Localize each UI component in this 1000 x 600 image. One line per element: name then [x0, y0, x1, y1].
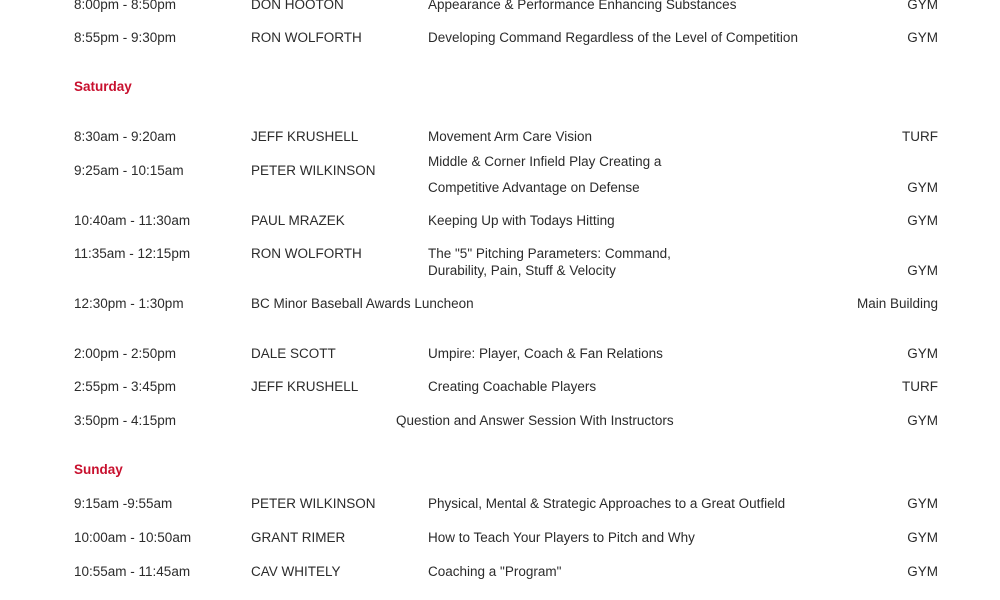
session-topic: Keeping Up with Todays Hitting: [428, 213, 615, 228]
schedule-row: [0, 494, 1000, 514]
session-time: 9:15am -9:55am: [74, 496, 173, 511]
schedule-row: [0, 528, 1000, 548]
session-location: GYM: [907, 213, 938, 228]
schedule-row: [0, 211, 1000, 231]
instructor-name: JEFF KRUSHELL: [251, 129, 359, 144]
instructor-name: JEFF KRUSHELL: [251, 379, 359, 394]
session-location: Main Building: [856, 296, 938, 311]
session-time: 9:25am - 10:15am: [74, 163, 184, 178]
session-time: 10:40am - 11:30am: [74, 213, 191, 228]
day-heading-sunday: Sunday: [74, 462, 123, 477]
session-location: GYM: [907, 346, 938, 361]
session-topic: Creating Coachable Players: [428, 379, 597, 394]
session-time: 3:50pm - 4:15pm: [74, 413, 177, 428]
session-time: 8:30am - 9:20am: [74, 129, 177, 144]
session-location: GYM: [907, 30, 938, 45]
instructor-name: PETER WILKINSON: [251, 163, 376, 178]
schedule-row: [0, 28, 1000, 48]
session-location: TURF: [902, 129, 938, 144]
session-topic: Physical, Mental & Strategic Approaches to a Great Outfield: [428, 496, 786, 511]
instructor-name: RON WOLFORTH: [251, 246, 362, 261]
session-time: 10:00am - 10:50am: [74, 530, 192, 545]
session-topic-line1: Middle & Corner Infield Play Creating a: [428, 154, 662, 169]
schedule-row: [0, 0, 1000, 15]
instructor-name: DON HOOTON: [251, 0, 344, 12]
session-time: 8:00pm - 8:50pm: [74, 0, 177, 12]
schedule-row: [0, 411, 1000, 431]
instructor-name: DALE SCOTT: [251, 346, 336, 361]
session-topic-line2: Durability, Pain, Stuff & Velocity: [428, 263, 616, 278]
session-location: TURF: [902, 379, 938, 394]
session-topic: Appearance & Performance Enhancing Substances: [428, 0, 737, 12]
session-topic: Movement Arm Care Vision: [428, 129, 593, 144]
session-time: 8:55pm - 9:30pm: [74, 30, 177, 45]
instructor-name: GRANT RIMER: [251, 530, 346, 545]
session-location: GYM: [907, 530, 938, 545]
session-location: GYM: [907, 0, 938, 12]
session-topic: How to Teach Your Players to Pitch and Why: [428, 530, 695, 545]
session-topic: Coaching a "Program": [428, 564, 562, 579]
schedule-row: [0, 127, 1000, 147]
session-topic-line1: The "5" Pitching Parameters: Command,: [428, 246, 671, 261]
schedule-row: [0, 377, 1000, 397]
schedule-row: [0, 294, 1000, 314]
session-time: 2:55pm - 3:45pm: [74, 379, 177, 394]
session-time: 2:00pm - 2:50pm: [74, 346, 177, 361]
session-location: GYM: [907, 180, 938, 195]
special-event: BC Minor Baseball Awards Luncheon: [251, 296, 474, 311]
session-location: GYM: [907, 413, 938, 428]
session-location: GYM: [907, 564, 938, 579]
schedule-row: [0, 562, 1000, 582]
session-time: 10:55am - 11:45am: [74, 564, 191, 579]
day-heading-saturday: Saturday: [74, 79, 132, 94]
special-event: Question and Answer Session With Instructors: [396, 413, 674, 428]
session-topic: Umpire: Player, Coach & Fan Relations: [428, 346, 663, 361]
instructor-name: PAUL MRAZEK: [251, 213, 345, 228]
session-topic-line2: Competitive Advantage on Defense: [428, 180, 640, 195]
session-time: 11:35am - 12:15pm: [74, 246, 191, 261]
schedule-row: [0, 344, 1000, 364]
instructor-name: RON WOLFORTH: [251, 30, 362, 45]
instructor-name: CAV WHITELY: [251, 564, 341, 579]
session-topic: Developing Command Regardless of the Level of Competition: [428, 30, 798, 45]
session-time: 12:30pm - 1:30pm: [74, 296, 184, 311]
session-location: GYM: [907, 496, 938, 511]
session-location: GYM: [907, 263, 938, 278]
instructor-name: PETER WILKINSON: [251, 496, 376, 511]
